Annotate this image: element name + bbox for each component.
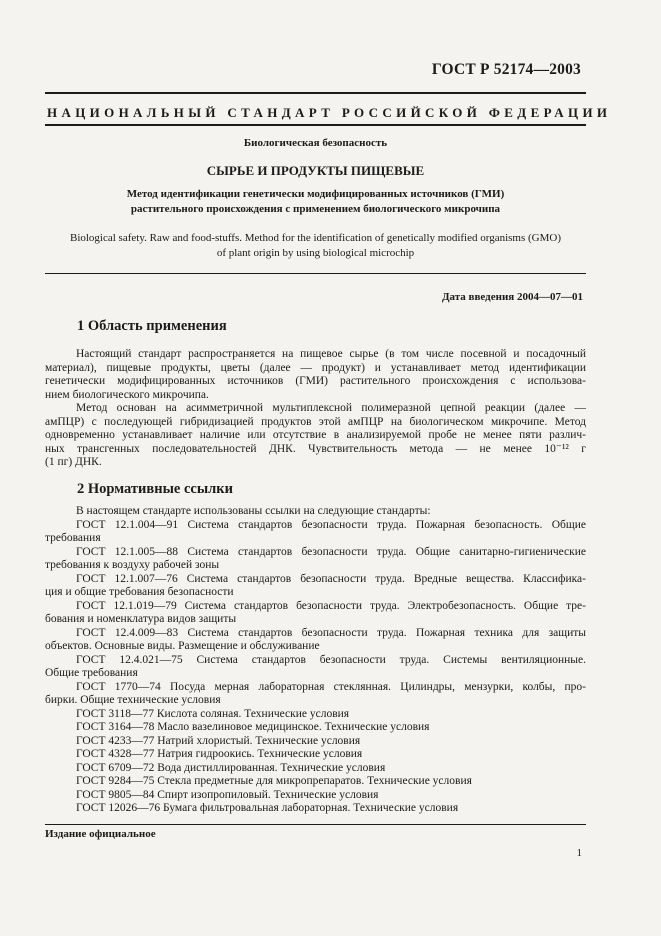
standard-subtitle (45, 187, 586, 217)
reference-line: ГОСТ 12.1.004—91 Система стандартов безопасности труда. Пожарная безопасность. Общие (76, 518, 586, 531)
reference-line: бования и номенклатура видов защиты (45, 613, 237, 625)
reference-line: ГОСТ 12.4.009—83 Система стандартов безопасности труда. Пожарная техника для защиты (76, 626, 586, 639)
reference-line: объектов. Основные виды. Размещение и обслуживание (45, 640, 320, 652)
standard-topic: Биологическая безопасность (243, 137, 388, 149)
standard-title: СЫРЬЕ И ПРОДУКТЫ ПИЩЕВЫЕ (206, 163, 425, 178)
page-number: 1 (576, 847, 582, 859)
official-edition-label: Издание официальное (45, 828, 156, 840)
text-line: (1 пг) ДНК. (45, 456, 102, 468)
reference-line: ция и общие требования безопасности (45, 586, 234, 598)
reference-line: ГОСТ 3118—77 Кислота соляная. Технические условия (76, 707, 350, 720)
section-1-body (45, 348, 586, 470)
reference-line: ГОСТ 4233—77 Натрий хлористый. Технические условия (76, 734, 361, 747)
footer-rule (45, 824, 586, 825)
english-title (45, 231, 586, 260)
text-line: Настоящий стандарт распространяется на пищевое сырье (в том числе посевной и посадочный (76, 348, 586, 360)
standard-number: ГОСТ Р 52174—2003 (431, 61, 581, 78)
text-line: нием биологического микрочипа. (45, 388, 209, 401)
reference-line: ГОСТ 1770—74 Посуда мерная лабораторная стеклянная. Цилиндры, мензурки, колбы, про- (76, 680, 586, 693)
reference-line: ГОСТ 9284—75 Стекла предметные для микропрепаратов. Технические условия (76, 775, 472, 787)
section-1-heading: 1 Область применения (77, 318, 227, 334)
text-line: В настоящем стандарте использованы ссылки на следующие стандарты: (76, 505, 431, 517)
text-line: генетически модифицированных источников (ГМИ) растительного происхождения с использова- (45, 375, 586, 387)
text-line: ных трансгенных последовательностей ДНК. Чувствительность метода — не менее 10⁻¹² г (45, 442, 586, 455)
reference-line: ГОСТ 12.1.007—76 Система стандартов безопасности труда. Вредные вещества. Классифика- (76, 572, 586, 585)
section-2-body (45, 505, 586, 816)
national-standard-heading: НАЦИОНАЛЬНЫЙ СТАНДАРТ РОССИЙСКОЙ ФЕДЕРАЦИИ (47, 105, 612, 120)
title-bottom-rule (45, 273, 586, 274)
heading-rule (45, 124, 586, 126)
subtitle-line: растительного происхождения с применением биологического микрочипа (130, 203, 501, 215)
effective-date: Дата введения 2004—07—01 (441, 291, 583, 303)
top-rule (45, 92, 586, 94)
reference-line: Общие требования (45, 667, 138, 679)
text-line: материал), пищевые продукты, цветы (далее — продукт) и устанавливает метод идентификации (45, 361, 586, 374)
english-title-line: of plant origin by using biological microchip (216, 246, 415, 259)
reference-line: ГОСТ 9805—84 Спирт изопропиловый. Технические условия (76, 788, 379, 801)
subtitle-line: Метод идентификации генетически модифицированных источников (ГМИ) (126, 188, 505, 200)
section-2-heading: 2 Нормативные ссылки (77, 481, 233, 497)
reference-line: ГОСТ 12.1.019—79 Система стандартов безопасности труда. Электробезопасность. Общие тре- (76, 599, 586, 612)
reference-line: ГОСТ 3164—78 Масло вазелиновое медицинское. Технические условия (76, 721, 430, 733)
reference-line: ГОСТ 12.4.021—75 Система стандартов безопасности труда. Системы вентиляционные. (76, 653, 586, 666)
reference-line: ГОСТ 12.1.005—88 Система стандартов безопасности труда. Общие санитарно-гигиенические (76, 545, 586, 558)
reference-line: ГОСТ 6709—72 Вода дистиллированная. Технические условия (76, 761, 386, 774)
reference-line: требования к воздуху рабочей зоны (45, 559, 220, 571)
reference-line: бирки. Общие технические условия (45, 694, 221, 706)
reference-line: ГОСТ 4328—77 Натрия гидроокись. Технические условия (76, 748, 363, 760)
text-line: амПЦР) с последующей гибридизацией продуктов этой амПЦР на биологическом микрочипе. Метод (45, 415, 586, 428)
english-title-line: Biological safety. Raw and food-stuffs. Method for the identification of genetically modified organisms (GMO) (69, 232, 562, 244)
text-line: одновременно устанавливает наличие или отсутствие в анализируемой пробе не менее пяти различ- (45, 429, 586, 441)
text-line: Метод основан на асимметричной мультиплексной полимеразной цепной реакции (далее — (76, 402, 586, 414)
reference-line: требования (45, 532, 101, 544)
reference-line: ГОСТ 12026—76 Бумага фильтровальная лабораторная. Технические условия (76, 802, 459, 814)
